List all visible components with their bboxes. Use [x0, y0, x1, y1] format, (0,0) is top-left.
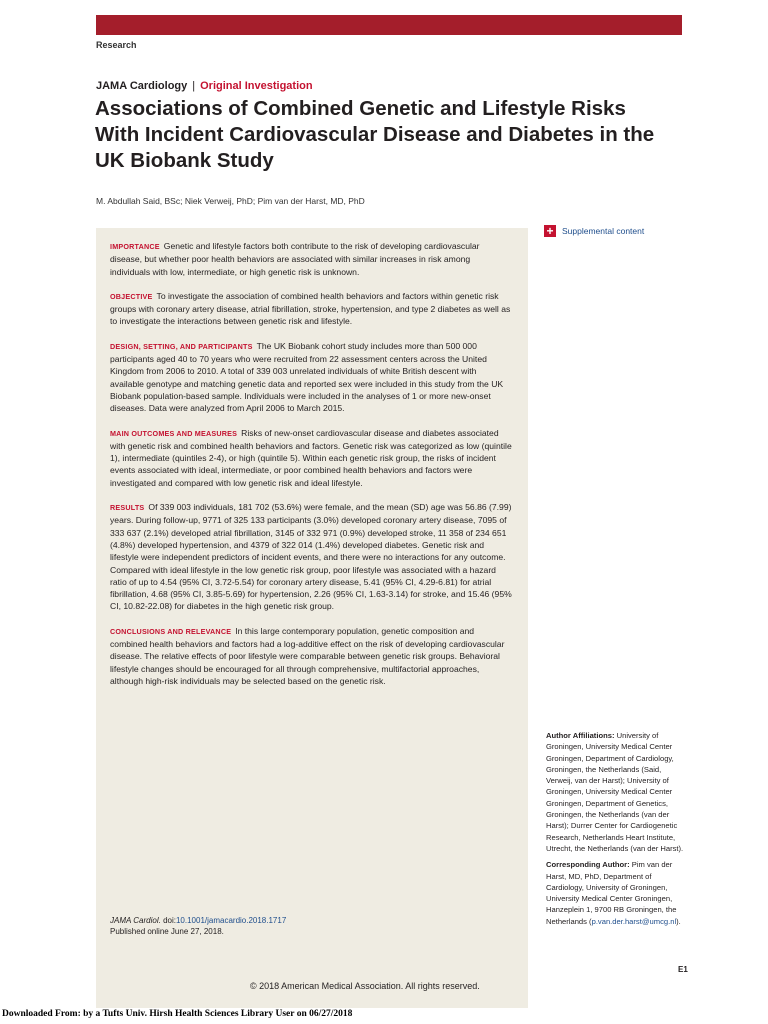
affiliations-head: Author Affiliations: — [546, 731, 615, 740]
abstract-box — [96, 228, 528, 1008]
journal-line — [96, 80, 313, 92]
download-stamp: Downloaded From: by a Tufts Univ. Hirsh Health Sciences Library User on 06/27/2018 — [2, 1009, 353, 1019]
section-label: Research — [96, 40, 137, 50]
citation-block — [110, 915, 286, 937]
journal-separator: | — [192, 80, 196, 92]
journal-header-bar — [96, 15, 682, 35]
author-list: M. Abdullah Said, BSc; Niek Verweij, PhD; Pim van der Harst, MD, PhD — [96, 196, 365, 206]
corresponding-paragraph — [546, 859, 686, 927]
abstract-design — [110, 340, 512, 415]
abstract-design-head: DESIGN, SETTING, AND PARTICIPANTS — [110, 341, 253, 351]
abstract-importance — [110, 240, 512, 278]
citation-journal: JAMA Cardiol. — [110, 916, 161, 925]
supplemental-content-label: Supplemental content — [562, 226, 645, 236]
abstract-results-head: RESULTS — [110, 503, 145, 513]
abstract-conclusions-text: In this large contemporary population, genetic composition and combined health behaviors and factors had a log-additive effect on the risk of developing cardiovascular disease. The relative effects of poor lifestyle were comparable between genetic risk groups. Behavioral lifestyle changes should be encouraged for all through comprehensive, multifactorial approaches, although high-risk individuals may be selected based on the genetic risk. — [110, 625, 505, 686]
corresponding-head: Corresponding Author: — [546, 860, 630, 870]
page-number: E1 — [678, 965, 688, 974]
abstract-conclusions — [110, 625, 512, 687]
abstract-objective-head: OBJECTIVE — [110, 291, 153, 301]
abstract-outcomes-head: MAIN OUTCOMES AND MEASURES — [110, 428, 238, 438]
affiliations-paragraph — [546, 730, 686, 854]
article-title: Associations of Combined Genetic and Lifestyle Risks With Incident Cardiovascular Disease and Diabetes in the UK Biobank Study — [95, 97, 655, 172]
abstract-content — [110, 240, 512, 699]
abstract-results — [110, 501, 512, 613]
abstract-conclusions-head: CONCLUSIONS AND RELEVANCE — [110, 626, 232, 636]
affiliations-text: University of Groningen, University Medical Center Groningen, Department of Cardiology, Groningen, the Netherlands (Said, Verweij, van der Harst); University of Groningen, University Medical Center Groningen, Department of Genetics, Groningen, the Netherlands (van der Harst); Durrer Center for Cardiogenetic Research, Netherlands Heart Institute, Utrecht, the Netherlands (van der Harst). — [546, 731, 684, 853]
abstract-importance-text: Genetic and lifestyle factors both contribute to the risk of developing cardiovascular disease, but whether poor health behaviors are associated with similar increases in risk among individuals with low, intermediate, or high genetic risk is unknown. — [110, 241, 480, 277]
abstract-outcomes — [110, 427, 512, 489]
abstract-outcomes-text: Risks of new-onset cardiovascular disease and diabetes associated with genetic risk and combined health behaviors and factors. Genetic risk was categorized as low (quintile 1), intermediate (quintiles 2-4), or high (quintile 5). Within each genetic risk group, the risks of incident events associated with ideal, intermediate, or poor combined health behaviors and factors were investigated and compared with low genetic risk and ideal lifestyle. — [110, 427, 512, 488]
author-affiliations — [546, 730, 686, 932]
copyright-notice: © 2018 American Medical Association. All rights reserved. — [250, 981, 480, 991]
corresponding-end: ). — [676, 916, 681, 926]
abstract-objective — [110, 290, 512, 328]
citation-published: Published online June 27, 2018. — [110, 927, 224, 936]
abstract-objective-text: To investigate the association of combined health behaviors and factors within genetic risk groups with coronary artery disease, atrial fibrillation, stroke, hypertension, and type 2 diabetes as well as to investigate the interactions between genetic risk and lifestyle. — [110, 290, 511, 327]
corresponding-text: Pim van der Harst, MD, PhD, Department of Cardiology, University of Groningen, University Medical Center Groningen, Hanzeplein 1, 9700 RB Groningen, the Netherlands ( — [546, 860, 677, 926]
citation-doi-prefix: doi: — [163, 916, 176, 925]
plus-icon: + — [544, 225, 556, 237]
article-type: Original Investigation — [200, 80, 313, 92]
journal-name: JAMA Cardiology — [96, 80, 188, 92]
citation-doi-link[interactable]: 10.1001/jamacardio.2018.1717 — [175, 916, 287, 925]
abstract-design-text: The UK Biobank cohort study includes more than 500 000 participants aged 40 to 70 years who were recruited from 22 assessment centers across the United Kingdom from 2006 to 2010. A total of 339 003 unrelated individuals of white British descent with available genotype and matching genetic data and reported sex were included in this study from the UK Biobank population-based sample. Individuals were included in the analyses of 1 or more new-onset diseases. Data were analyzed from April 2006 to March 2015. — [110, 340, 504, 414]
corresponding-email-link[interactable]: p.van.der.harst@umcg.nl — [591, 916, 677, 926]
citation-line — [110, 915, 286, 926]
abstract-importance-head: IMPORTANCE — [110, 242, 160, 251]
abstract-results-text: Of 339 003 individuals, 181 702 (53.6%) were female, and the mean (SD) age was 56.86 (7.99) years. During follow-up, 9771 of 325 133 participants (3.0%) developed coronary artery disease, 7095 of 333 637 (2.1%) developed atrial fibrillation, 3145 of 332 971 (0.9%) developed stroke, 11 358 of 234 651 (4.8%) developed hypertension, and 4379 of 322 014 (1.4%) developed diabetes. Genetic risk and lifestyle were independent predictors of incident events, and there were no interactions for any outcome. Compared with ideal lifestyle in the low genetic risk group, poor lifestyle was associated with a hazard ratio of up to 4.54 (95% CI, 3.72-5.54) for coronary artery disease, 5.41 (95% CI, 4.29-6.81) for atrial fibrillation, 4.68 (95% CI, 3.85-5.69) for hypertension, 2.26 (95% CI, 1.63-3.14) for stroke, and 15.46 (95% CI, 10.82-22.08) for diabetes in the high genetic risk group. — [110, 502, 512, 612]
supplemental-content-link[interactable] — [544, 225, 644, 237]
